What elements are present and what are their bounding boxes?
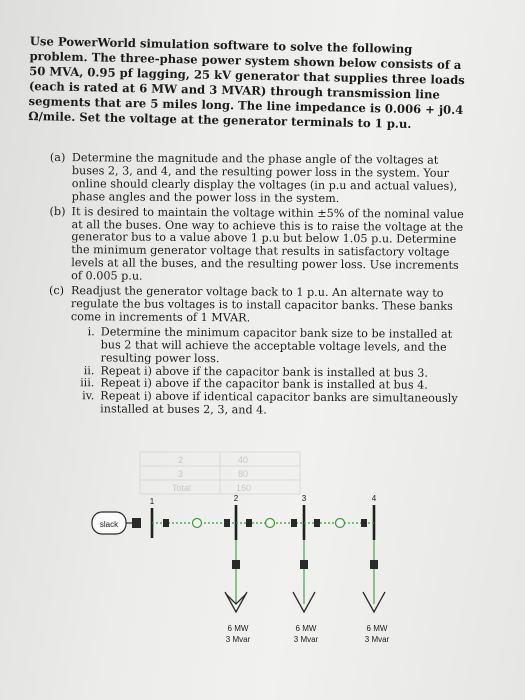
line-2-3 <box>236 519 304 528</box>
subpart-text: Repeat i) above if the capacitor bank is installed at bus 4. <box>100 376 428 393</box>
generator-label: slack <box>99 520 119 529</box>
bus-labels <box>150 494 377 506</box>
subpart-label: ii. <box>83 363 95 377</box>
bleed-through-table <box>140 452 300 494</box>
load-mvar: 3 Mvar <box>293 635 319 644</box>
subpart-text: Repeat i) above if identical capacitor banks are simultaneously installed at buses 2, 3, and 4. <box>100 389 458 417</box>
generator-breaker <box>132 518 141 528</box>
bleed-cell: 160 <box>236 483 252 493</box>
generator <box>92 512 141 534</box>
part-label: (b) <box>49 204 66 218</box>
load-mvar: 3 Mvar <box>364 635 390 644</box>
transmission-lines <box>152 519 374 528</box>
bleed-cell: 80 <box>238 469 249 479</box>
line-1-2 <box>152 519 236 528</box>
subpart-label: iii. <box>80 376 95 390</box>
subpart-text: Determine the minimum capacitor bank size to be installed at bus 2 that will achieve the acceptable voltage levels, and the resulting power loss. <box>100 325 453 365</box>
load-bus-3 <box>293 540 315 612</box>
part-text: Determine the magnitude and the phase angle of the voltages at buses 2, 3, and 4, and the resulting power loss in the system. Your online should clearly display the voltages (in p.u and actual values), phase angles and the power loss in the system. <box>71 151 458 205</box>
bus-label: 1 <box>149 497 155 506</box>
load-labels <box>226 624 390 644</box>
load-bus-2 <box>221 540 251 616</box>
part-label: (c) <box>48 284 65 298</box>
bleed-cell: 40 <box>238 455 249 465</box>
load-bus-4 <box>363 540 385 612</box>
load-mw: 6 MW <box>295 624 317 633</box>
load-mw: 6 MW <box>227 624 249 633</box>
bus-label: 3 <box>301 494 307 503</box>
line-3-4 <box>304 519 374 528</box>
bus-label: 2 <box>233 494 239 503</box>
bleed-cell: 2 <box>178 455 184 465</box>
subpart-text: Repeat i) above if the capacitor bank is installed at bus 3. <box>100 363 429 380</box>
subpart-label: iv. <box>82 389 95 403</box>
part-text: It is desired to maintain the voltage within ±5% of the nominal value at all the buses. One way to achieve this is to raise the voltage at the generator bus to a value above 1 p.u but below 1.05 p.u. Determine the minimum generator voltage that results in satisfactory voltage levels at all the buses, and the resulting power loss. Use increments of 0.005 p.u. <box>71 204 464 283</box>
part-label: (a) <box>49 151 66 165</box>
bleed-cell: 3 <box>178 469 184 479</box>
subpart-label: i. <box>87 325 95 339</box>
bleed-cell: Total <box>172 483 192 493</box>
part-text: Readjust the generator voltage back to 1 p.u. An alternate way to regulate the bus voltages is to install capacitor banks. These banks come in increments of 1 MVAR. <box>70 284 453 325</box>
load-mvar: 3 Mvar <box>225 635 251 644</box>
load-mw: 6 MW <box>366 624 388 633</box>
problem-intro: Use PowerWorld simulation software to solve the following problem. The three-phase power system shown below consists of a 50 MVA, 0.95 pf lagging, 25 kV generator that supplies three loads (each is rated at 6 MW and 3 MVAR) through transmission line segments that are 5 miles long. The line impedance is 0.006 + j0.4 Ω/mile. Set the voltage at the generator terminals to 1 p.u. <box>28 34 465 132</box>
bus-label: 4 <box>371 494 377 503</box>
